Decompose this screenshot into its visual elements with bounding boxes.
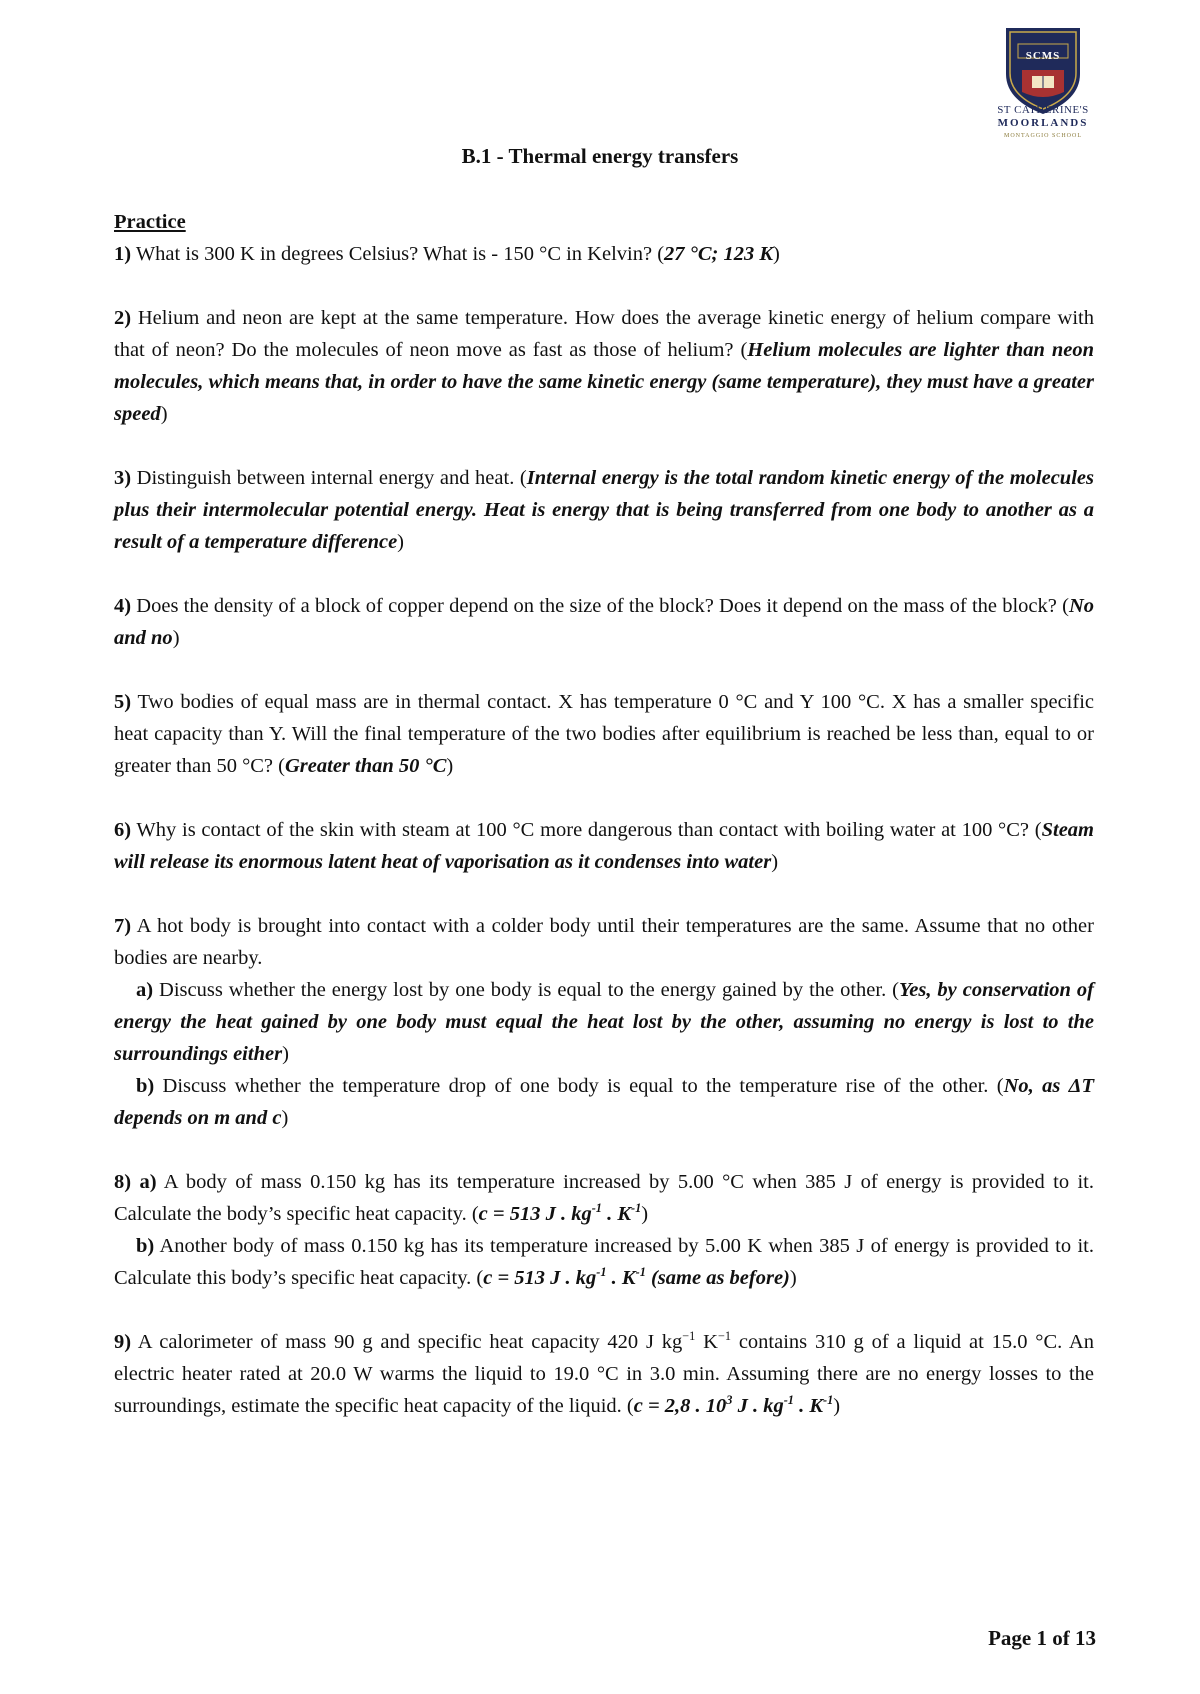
question-number: 2) — [114, 307, 132, 329]
question-8 — [114, 1166, 1094, 1294]
subquestion-label: b) — [136, 1075, 155, 1097]
question-text: Helium and neon are kept at the same temperature. How does the average kinetic energy of helium compare with that of neon? Do the molecules of neon move as fast as those of helium? ( — [114, 307, 1094, 361]
answer-text: No and no — [114, 595, 1094, 649]
school-logo-text — [982, 104, 1104, 143]
subquestion-label: a) — [139, 1171, 157, 1193]
question-8b — [114, 1230, 1094, 1294]
question-number: 7) — [114, 915, 132, 937]
logo-line-3: MONTAGGIO SCHOOL — [1003, 133, 1083, 139]
answer-close: ) — [282, 1043, 289, 1065]
question-text: What is 300 K in degrees Celsius? What is - 150 °C in Kelvin? ( — [131, 243, 665, 265]
section-heading: Practice — [114, 211, 186, 233]
answer-text: Internal energy is the total random kinetic energy of the molecules plus their intermolecular potential energy. Heat is energy that is being transferred from one body to another as a result of a temperature difference — [114, 467, 1094, 553]
answer-close: ) — [281, 1107, 289, 1129]
question-7 — [114, 910, 1094, 1134]
question-number: 9) — [114, 1331, 132, 1353]
question-5 — [114, 686, 1094, 782]
document-body — [114, 206, 1094, 1422]
answer-text: Steam will release its enormous latent heat of vaporisation as it condenses into water — [114, 819, 1094, 873]
subquestion-label: a) — [136, 979, 154, 1001]
question-7b — [114, 1070, 1094, 1134]
answer-close: ) — [160, 403, 168, 425]
question-text: A calorimeter of mass 90 g and specific heat capacity 420 J $kg^{-1}$ $K^{-1}$ contains 310 g of a liquid at 15.0 °C. An electric heater rated at 20.0 W warms the liquid to 19.0 °C in 3.0 min. Assuming there are no energy losses to the surroundings, estimate the specific heat capacity of the liquid. ( — [114, 1329, 1094, 1417]
answer-text: c = 2,8 . $10^3$ J . $kg^{-1}$ . $K^{-1}$ — [633, 1393, 834, 1417]
logo-line-1: ST CATHERINE'S — [997, 104, 1089, 116]
logo-line-2: MOORLANDS — [997, 117, 1089, 129]
answer-text: c = 513 J . $kg^{-1}$ . $K^{-1}$ — [478, 1201, 642, 1225]
question-2 — [114, 302, 1094, 430]
question-7-stem — [114, 910, 1094, 974]
question-text: Why is contact of the skin with steam at 100 °C more dangerous than contact with boiling water at 100 °C? ( — [131, 819, 1042, 841]
answer-close: ) — [172, 627, 180, 649]
question-8a — [114, 1166, 1094, 1230]
subquestion-text: Discuss whether the energy lost by one body is equal to the energy gained by the other. ( — [153, 979, 900, 1001]
question-text: A hot body is brought into contact with a colder body until their temperatures are the same. Assume that no other bodies are nearby. — [114, 915, 1094, 969]
answer-close: ) — [446, 755, 454, 777]
subquestion-text: Another body of mass 0.150 kg has its temperature increased by 5.00 K when 385 J of energy is provided to it. Calculate this body’s specific heat capacity. ( — [114, 1235, 1094, 1289]
answer-close: ) — [789, 1267, 797, 1289]
answer-close: ) — [397, 531, 404, 553]
question-1 — [114, 238, 1094, 270]
answer-text: c = 513 J . $kg^{-1}$ . $K^{-1}$ (same as before) — [483, 1265, 790, 1289]
subquestion-label: b) — [136, 1235, 155, 1257]
logo-monogram: SCMS — [1025, 50, 1061, 62]
subquestion-text: A body of mass 0.150 kg has its temperature increased by 5.00 °C when 385 J of energy is provided to it. Calculate the body’s specific heat capacity. ( — [114, 1171, 1095, 1225]
question-text: Distinguish between internal energy and heat. ( — [131, 467, 527, 489]
answer-text: Yes, by conservation of energy the heat gained by one body must equal the heat lost by the other, assuming no energy is lost to the surroundings either — [114, 979, 1094, 1065]
question-6 — [114, 814, 1094, 878]
question-7a — [114, 974, 1094, 1070]
page-title: B.1 - Thermal energy transfers — [461, 144, 739, 168]
subquestion-text: Discuss whether the temperature drop of one body is equal to the temperature rise of the other. ( — [154, 1075, 1004, 1097]
answer-text: Greater than 50 °C — [285, 755, 447, 777]
answer-close: ) — [773, 243, 780, 265]
question-number: 8) — [114, 1171, 132, 1193]
answer-text: No, as ΔT depends on m and c — [114, 1075, 1094, 1129]
question-number: 5) — [114, 691, 132, 713]
question-text: Does the density of a block of copper depend on the size of the block? Does it depend on the mass of the block? ( — [131, 595, 1069, 617]
question-9 — [114, 1326, 1094, 1422]
question-number: 6) — [114, 819, 132, 841]
question-text: Two bodies of equal mass are in thermal contact. X has temperature 0 °C and Y 100 °C. X has a smaller specific heat capacity than Y. Will the final temperature of the two bodies after equilibrium is reached be less than, equal to or greater than 50 °C? ( — [114, 691, 1094, 777]
answer-text: Helium molecules are lighter than neon molecules, which means that, in order to have the same kinetic energy (same temperature), they must have a greater speed — [114, 339, 1094, 425]
question-number: 1) — [114, 243, 132, 265]
question-4 — [114, 590, 1094, 654]
page-number: Page 1 of 13 — [988, 1626, 1096, 1650]
answer-text: 27 °C; 123 K — [664, 243, 774, 265]
answer-close: ) — [641, 1203, 649, 1225]
answer-close: ) — [833, 1395, 841, 1417]
question-3 — [114, 462, 1094, 558]
question-number: 3) — [114, 467, 132, 489]
question-number: 4) — [114, 595, 132, 617]
answer-close: ) — [771, 851, 779, 873]
